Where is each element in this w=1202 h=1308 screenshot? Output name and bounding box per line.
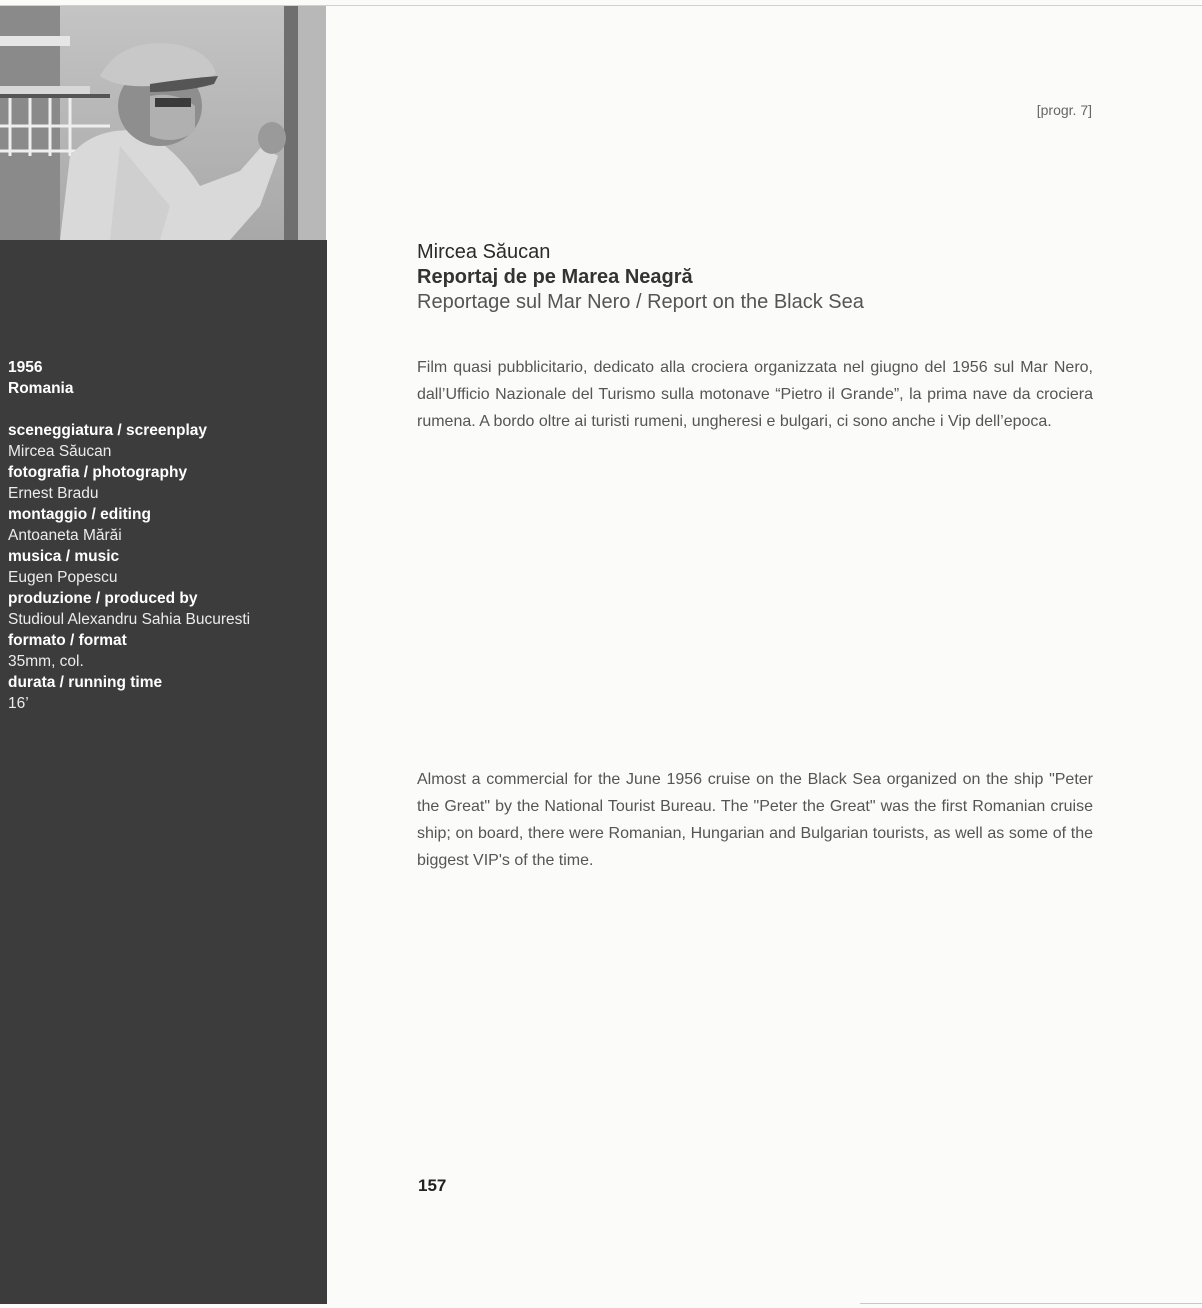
film-title: Reportaj de pe Marea Neagră (417, 266, 693, 288)
credit-label: formato / format (8, 632, 127, 649)
film-header (417, 240, 864, 315)
credit-label: sceneggiatura / screenplay (8, 422, 208, 439)
credit-value: Eugen Popescu (8, 569, 118, 586)
credit-value: Ernest Bradu (8, 485, 99, 502)
film-still-photo (0, 6, 326, 240)
credit-label: fotografia / photography (8, 464, 188, 481)
credit-label: produzione / produced by (8, 590, 198, 607)
credit-value: Antoaneta Mărăi (8, 527, 122, 544)
film-year: 1956 (8, 359, 43, 376)
bottom-rule (860, 1303, 1202, 1304)
credit-value: 16’ (8, 695, 29, 712)
credit-value: Mircea Săucan (8, 443, 112, 460)
film-country: Romania (8, 380, 74, 397)
film-credits-sidebar (0, 240, 327, 1304)
italian-synopsis: Film quasi pubblicitario, dedicato alla crociera organizzata nel giugno del 1956 sul Mar Nero, dall’Ufficio Nazionale del Turismo sulla motonave “Pietro il Grande”, la prima nave da crociera rumena. A bordo oltre ai turisti rumeni, ungheresi e bulgari, ci sono anche i Vip dell’epoca. (417, 359, 1093, 430)
credit-label: musica / music (8, 548, 120, 565)
credit-value: Studioul Alexandru Sahia Bucuresti (8, 611, 251, 628)
director-name: Mircea Săucan (417, 241, 551, 263)
page-number: 157 (418, 1176, 447, 1195)
film-subtitle: Reportage sul Mar Nero / Report on the Black Sea (417, 291, 864, 313)
english-synopsis: Almost a commercial for the June 1956 cruise on the Black Sea organized on the ship "Peter the Great" by the National Tourist Bureau. The "Peter the Great" was the first Romanian cruise ship; on board, there were Romanian, Hungarian and Bulgarian tourists, as well as some of the biggest VIP's of the time. (417, 771, 1093, 869)
credit-label: durata / running time (8, 674, 163, 691)
credit-value: 35mm, col. (8, 653, 84, 670)
program-reference: [progr. 7] (1036, 102, 1092, 118)
credit-label: montaggio / editing (8, 506, 151, 523)
credits-list (8, 357, 250, 714)
